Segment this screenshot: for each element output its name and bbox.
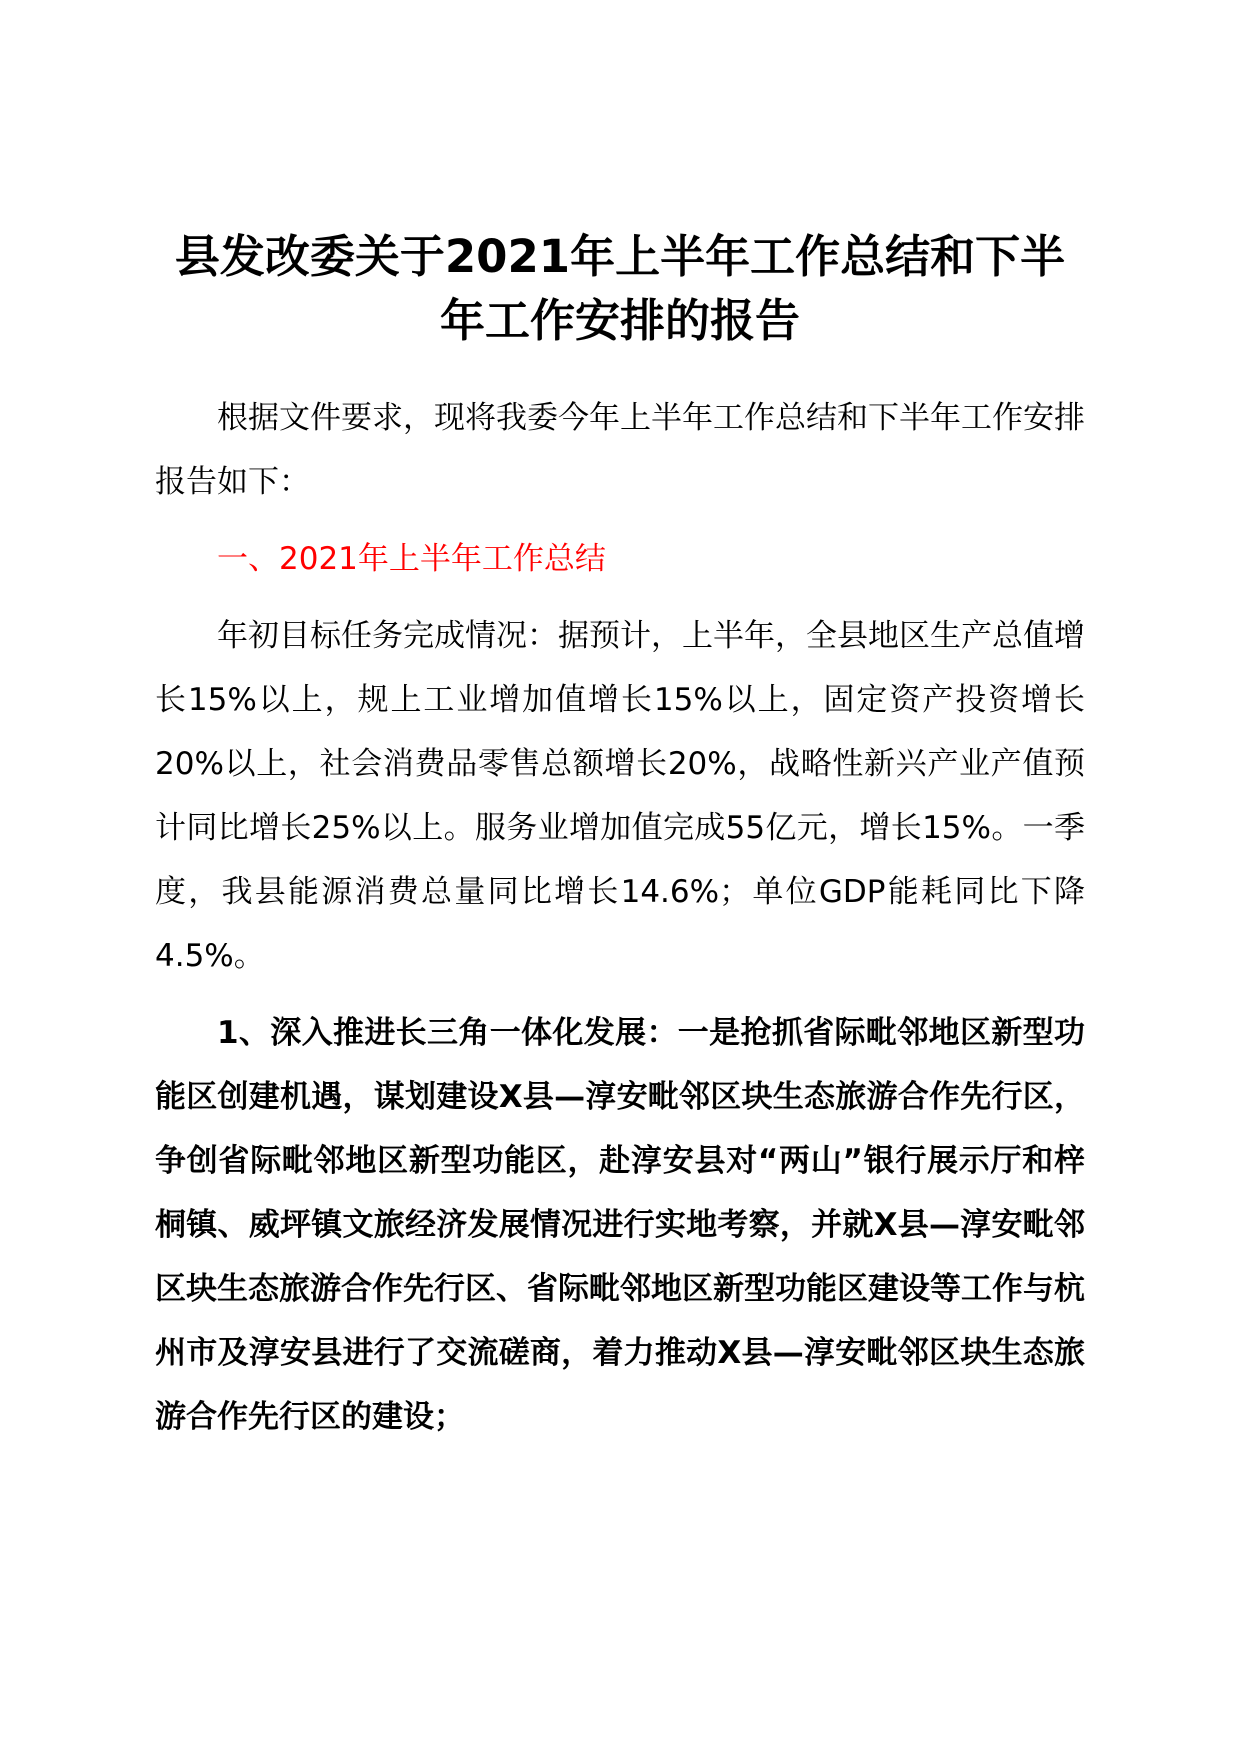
document-title: 县发改委关于2021年上半年工作总结和下半年工作安排的报告: [174, 230, 1066, 347]
item-paragraph: 1、深入推进长三角一体化发展：一是抢抓省际毗邻地区新型功能区创建机遇，谋划建设X县—淳安毗邻区块生态旅游合作先行区，争创省际毗邻地区新型功能区，赴淳安县对“两山”银行展示厅和梓桐镇、威坪镇文旅经济发展情况进行实地考察，并就X县—淳安毗邻区块生态旅游合作先行区、省际毗邻地区新型功能区建设等工作与杭州市及淳安县进行了交流磋商，着力推动X县—淳安毗邻区块生态旅游合作先行区的建设；: [155, 1015, 1085, 1435]
intro-paragraph: 根据文件要求，现将我委今年上半年工作总结和下半年工作安排报告如下：: [155, 400, 1085, 500]
section-heading: 一、2021年上半年工作总结: [217, 541, 606, 577]
body-paragraph: 年初目标任务完成情况：据预计，上半年，全县地区生产总值增长15%以上，规上工业增加值增长15%以上，固定资产投资增长20%以上，社会消费品零售总额增长20%，战略性新兴产业产值预计同比增长25%以上。服务业增加值完成55亿元，增长15%。一季度，我县能源消费总量同比增长14.6%；单位GDP能耗同比下降4.5%。: [155, 618, 1085, 974]
document-page: [155, 225, 1085, 1449]
